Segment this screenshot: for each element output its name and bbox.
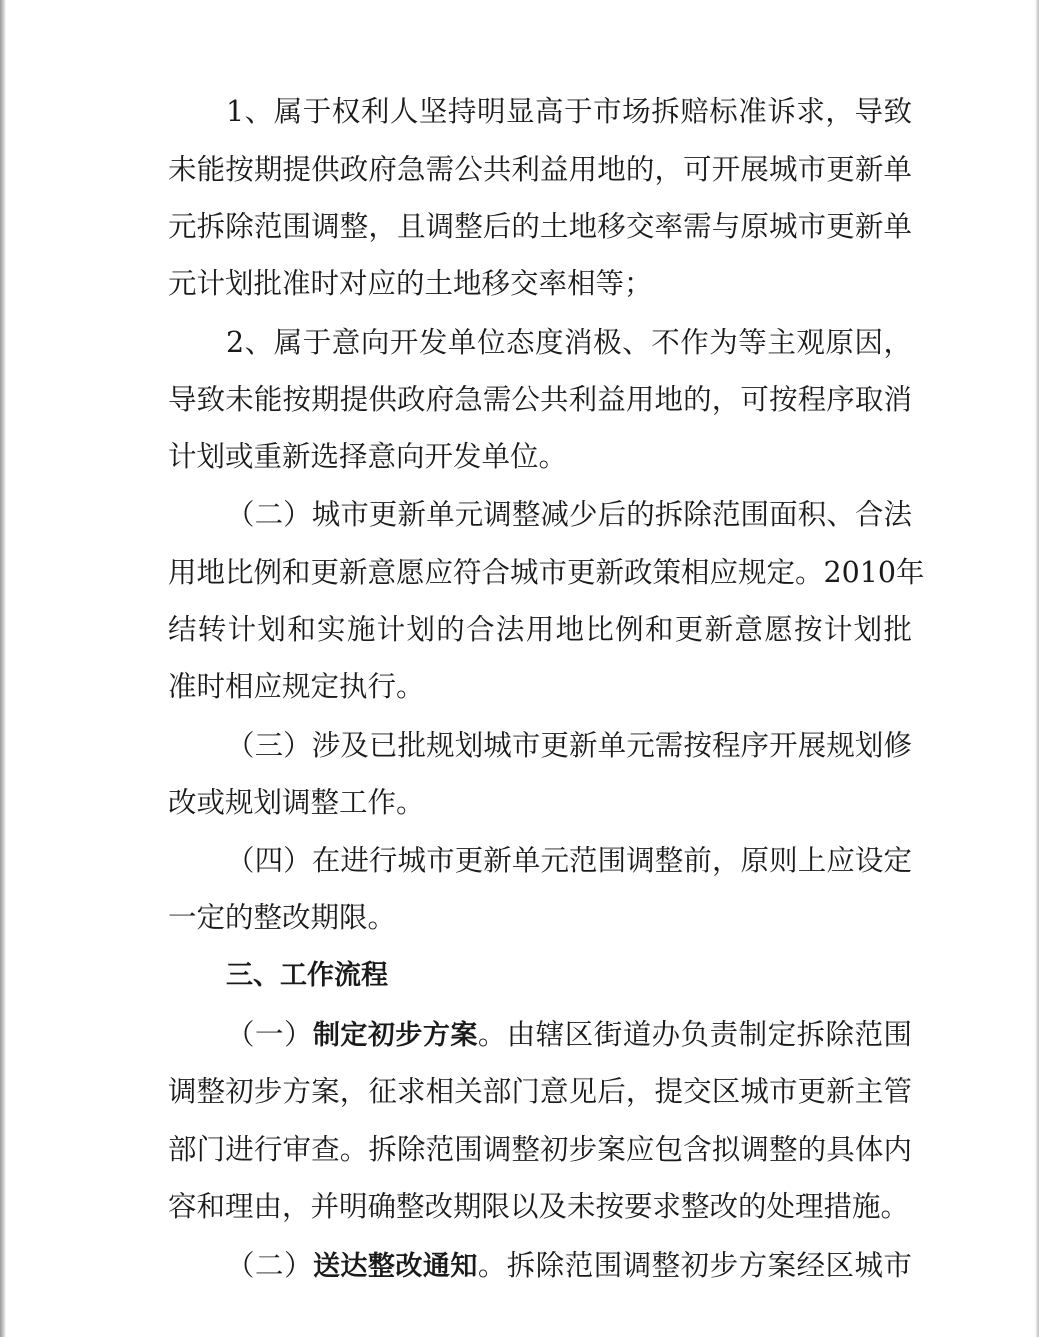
paragraph-line [226,1015,912,1055]
paragraph-line: 1、属于权利人坚持明显高于市场拆赔标准诉求，导致 [226,95,912,128]
paragraph-line: 元计划批准时对应的土地移交率相等； [168,267,653,300]
paragraph-line: 容和理由，并明确整改期限以及未按要求整改的处理措施。 [168,1190,910,1223]
paragraph-line: （四）在进行城市更新单元范围调整前，原则上应设定 [226,844,912,877]
paragraph-line: （二）城市更新单元调整减少后的拆除范围面积、合法 [226,498,912,531]
paragraph-line: 元拆除范围调整，且调整后的土地移交率需与原城市更新单 [168,210,912,243]
item-prefix: （一） [226,1018,313,1051]
page-edge-right [1035,0,1039,1337]
paragraph-line: 用地比例和更新意愿应符合城市更新政策相应规定。2010年 [168,556,925,589]
paragraph-line: 部门进行审查。拆除范围调整初步案应包含拟调整的具体内 [168,1133,912,1166]
paragraph-line: 计划或重新选择意向开发单位。 [168,440,568,473]
paragraph-line: 2、属于意向开发单位态度消极、不作为等主观原因， [226,326,912,359]
paragraph-line [226,1246,912,1286]
paragraph-line: （三）涉及已批规划城市更新单元需按程序开展规划修 [226,729,912,762]
item-text: 。拆除范围调整初步方案经区城市 [477,1249,912,1282]
item-prefix: （二） [226,1249,313,1282]
item-text: 。由辖区街道办负责制定拆除范围 [477,1018,912,1051]
paragraph-line: 调整初步方案，征求相关部门意见后，提交区城市更新主管 [168,1075,912,1108]
paragraph-line: 导致未能按期提供政府急需公共利益用地的，可按程序取消 [168,383,912,416]
paragraph-line: 改或规划调整工作。 [168,786,425,819]
item-title: 制定初步方案 [312,1020,478,1051]
section-heading: 三、工作流程 [226,960,388,991]
paragraph-line: 准时相应规定执行。 [168,670,425,703]
paragraph-line: 结转计划和实施计划的合法用地比例和更新意愿按计划批 [168,613,912,646]
paragraph-line: 未能按期提供政府急需公共利益用地的，可开展城市更新单 [168,153,912,186]
paragraph-line: 一定的整改期限。 [168,901,397,934]
page-edge-left [0,0,6,1337]
item-title: 送达整改通知 [312,1251,478,1282]
